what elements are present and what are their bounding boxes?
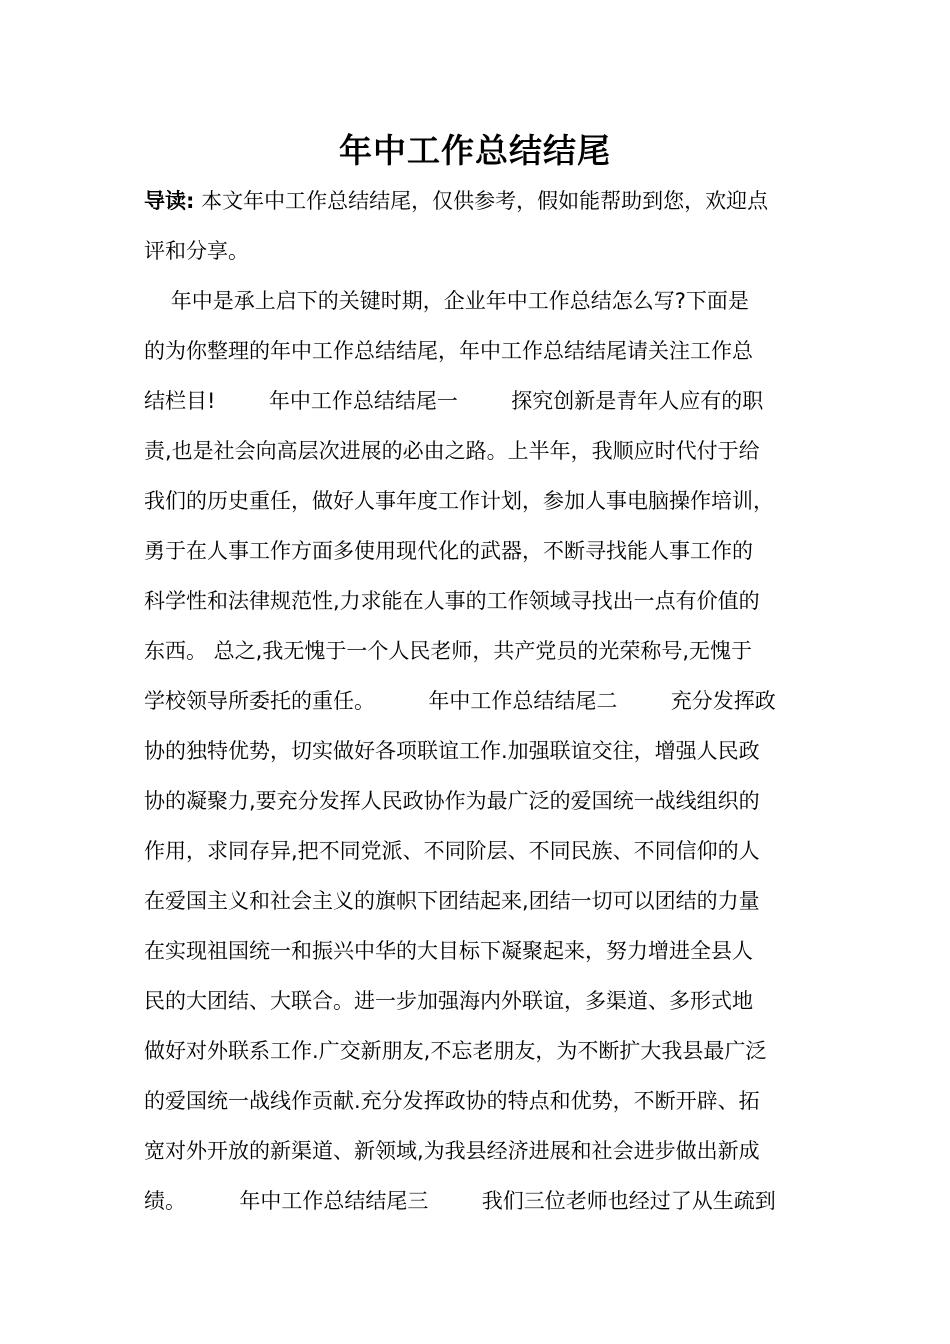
body-line: 我们的历史重任，做好人事年度工作计划，参加人事电脑操作培训， [144,489,774,513]
body-line: 在爱国主义和社会主义的旗帜下团结起来,团结一切可以团结的力量 [144,889,760,913]
lead-line-2: 评和分享。 [144,239,249,263]
body-line: 的为你整理的年中工作总结结尾，年中工作总结结尾请关注工作总 [144,339,753,363]
body-line: 结栏目! 年中工作总结结尾一 探究创新是青年人应有的职 [144,389,764,413]
body-line: 绩。 年中工作总结结尾三 我们三位老师也经过了从生疏到 [144,1189,776,1213]
body-paragraph [144,276,814,1226]
body-line: 学校领导所委托的重任。 年中工作总结结尾二 充分发挥政 [144,689,776,713]
body-line: 协的凝聚力,要充分发挥人民政协作为最广泛的爱国统一战线组织的 [144,789,760,813]
body-line: 的爱国统一战线作贡献.充分发挥政协的特点和优势，不断开辟、拓 [144,1089,760,1113]
body-line: 科学性和法律规范性,力求能在人事的工作领域寻找出一点有价值的 [144,589,760,613]
body-line: 民的大团结、大联合。进一步加强海内外联谊，多渠道、多形式地 [144,989,753,1013]
body-line: 东西。 总之,我无愧于一个人民老师，共产党员的光荣称号,无愧于 [144,639,753,663]
document-title: 年中工作总结结尾 [339,131,611,170]
body-line: 协的独特优势，切实做好各项联谊工作.加强联谊交往，增强人民政 [144,739,760,763]
body-line: 宽对外开放的新渠道、新领域,为我县经济进展和社会进步做出新成 [144,1139,760,1163]
body-line: 在实现祖国统一和振兴中华的大目标下凝聚起来，努力增进全县人 [144,939,753,963]
lead-text: 本文年中工作总结结尾，仅供参考，假如能帮助到您，欢迎点 [194,189,769,213]
lead-line-1 [144,176,814,226]
body-line: 做好对外联系工作.广交新朋友,不忘老朋友，为不断扩大我县最广泛 [144,1039,767,1063]
body-line: 勇于在人事工作方面多使用现代化的武器，不断寻找能人事工作的 [144,539,753,563]
lead-paragraph [144,176,814,276]
body-line: 作用，求同存异,把不同党派、不同阶层、不同民族、不同信仰的人 [144,839,760,863]
body-line: 责,也是社会向高层次进展的必由之路。上半年，我顺应时代付于给 [144,439,760,463]
body-line: 年中是承上启下的关键时期，企业年中工作总结怎么写?下面是 [144,289,749,313]
lead-label: 导读: [144,189,195,213]
